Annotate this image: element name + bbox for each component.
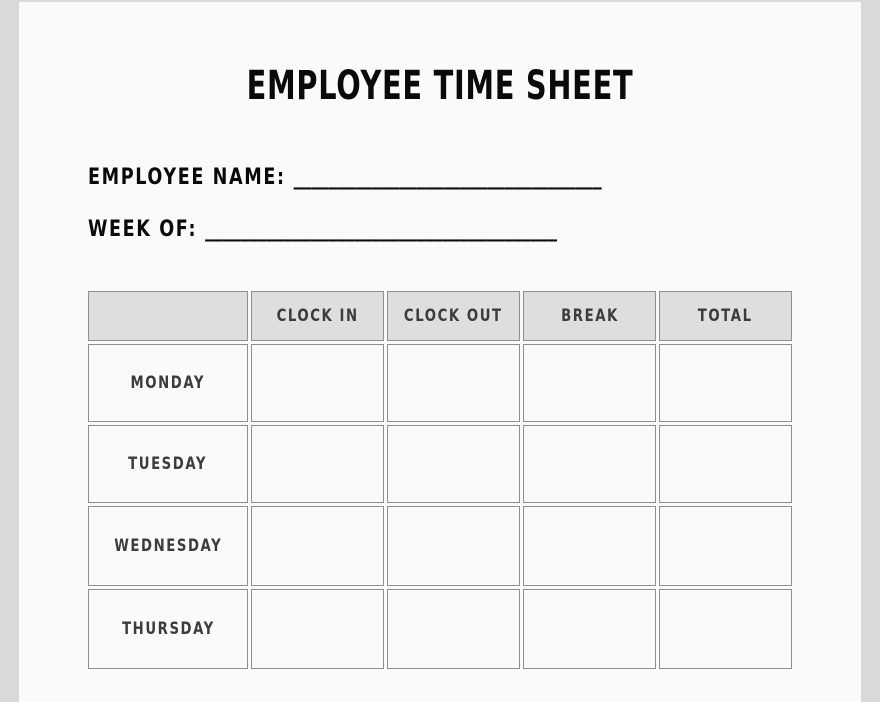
week-of-blank-line: ________________________________________ (205, 217, 558, 242)
header-cell-break (523, 291, 656, 341)
employee-name-field (88, 162, 602, 194)
clock-out-cell (387, 589, 520, 669)
break-cell (523, 344, 656, 422)
day-label: TUESDAY (128, 454, 208, 474)
header-cell-clock-out (387, 291, 520, 341)
header-cell-total (659, 291, 792, 341)
table-row-wednesday (88, 506, 792, 586)
day-label: WEDNESDAY (113, 536, 223, 556)
column-header: CLOCK IN (276, 306, 359, 326)
clock-in-cell (251, 344, 384, 422)
column-header: CLOCK OUT (404, 306, 503, 326)
table-row-tuesday (88, 425, 792, 503)
total-cell (659, 425, 792, 503)
table-row-monday (88, 344, 792, 422)
break-cell (523, 589, 656, 669)
break-cell (523, 425, 656, 503)
column-header: BREAK (560, 306, 619, 326)
row-label-cell (88, 506, 248, 586)
time-sheet-table (88, 291, 792, 672)
row-label-cell (88, 344, 248, 422)
table-header-row (88, 291, 792, 341)
row-label-cell (88, 589, 248, 669)
week-of-field (88, 214, 557, 246)
row-label-cell (88, 425, 248, 503)
employee-name-blank-line: ___________________________________ (293, 165, 602, 190)
time-sheet-page (19, 2, 861, 702)
clock-out-cell (387, 425, 520, 503)
clock-in-cell (251, 425, 384, 503)
break-cell (523, 506, 656, 586)
clock-in-cell (251, 589, 384, 669)
day-label: THURSDAY (121, 619, 215, 639)
total-cell (659, 506, 792, 586)
header-corner-cell (88, 291, 248, 341)
header-cell-clock-in (251, 291, 384, 341)
clock-out-cell (387, 344, 520, 422)
clock-out-cell (387, 506, 520, 586)
table-row-thursday (88, 589, 792, 669)
week-of-label: WEEK OF: (88, 217, 198, 242)
page-title: EMPLOYEE TIME SHEET (246, 63, 634, 109)
total-cell (659, 589, 792, 669)
day-label: MONDAY (130, 373, 206, 393)
column-header: TOTAL (698, 306, 753, 326)
employee-name-label: EMPLOYEE NAME: (88, 165, 286, 190)
total-cell (659, 344, 792, 422)
clock-in-cell (251, 506, 384, 586)
